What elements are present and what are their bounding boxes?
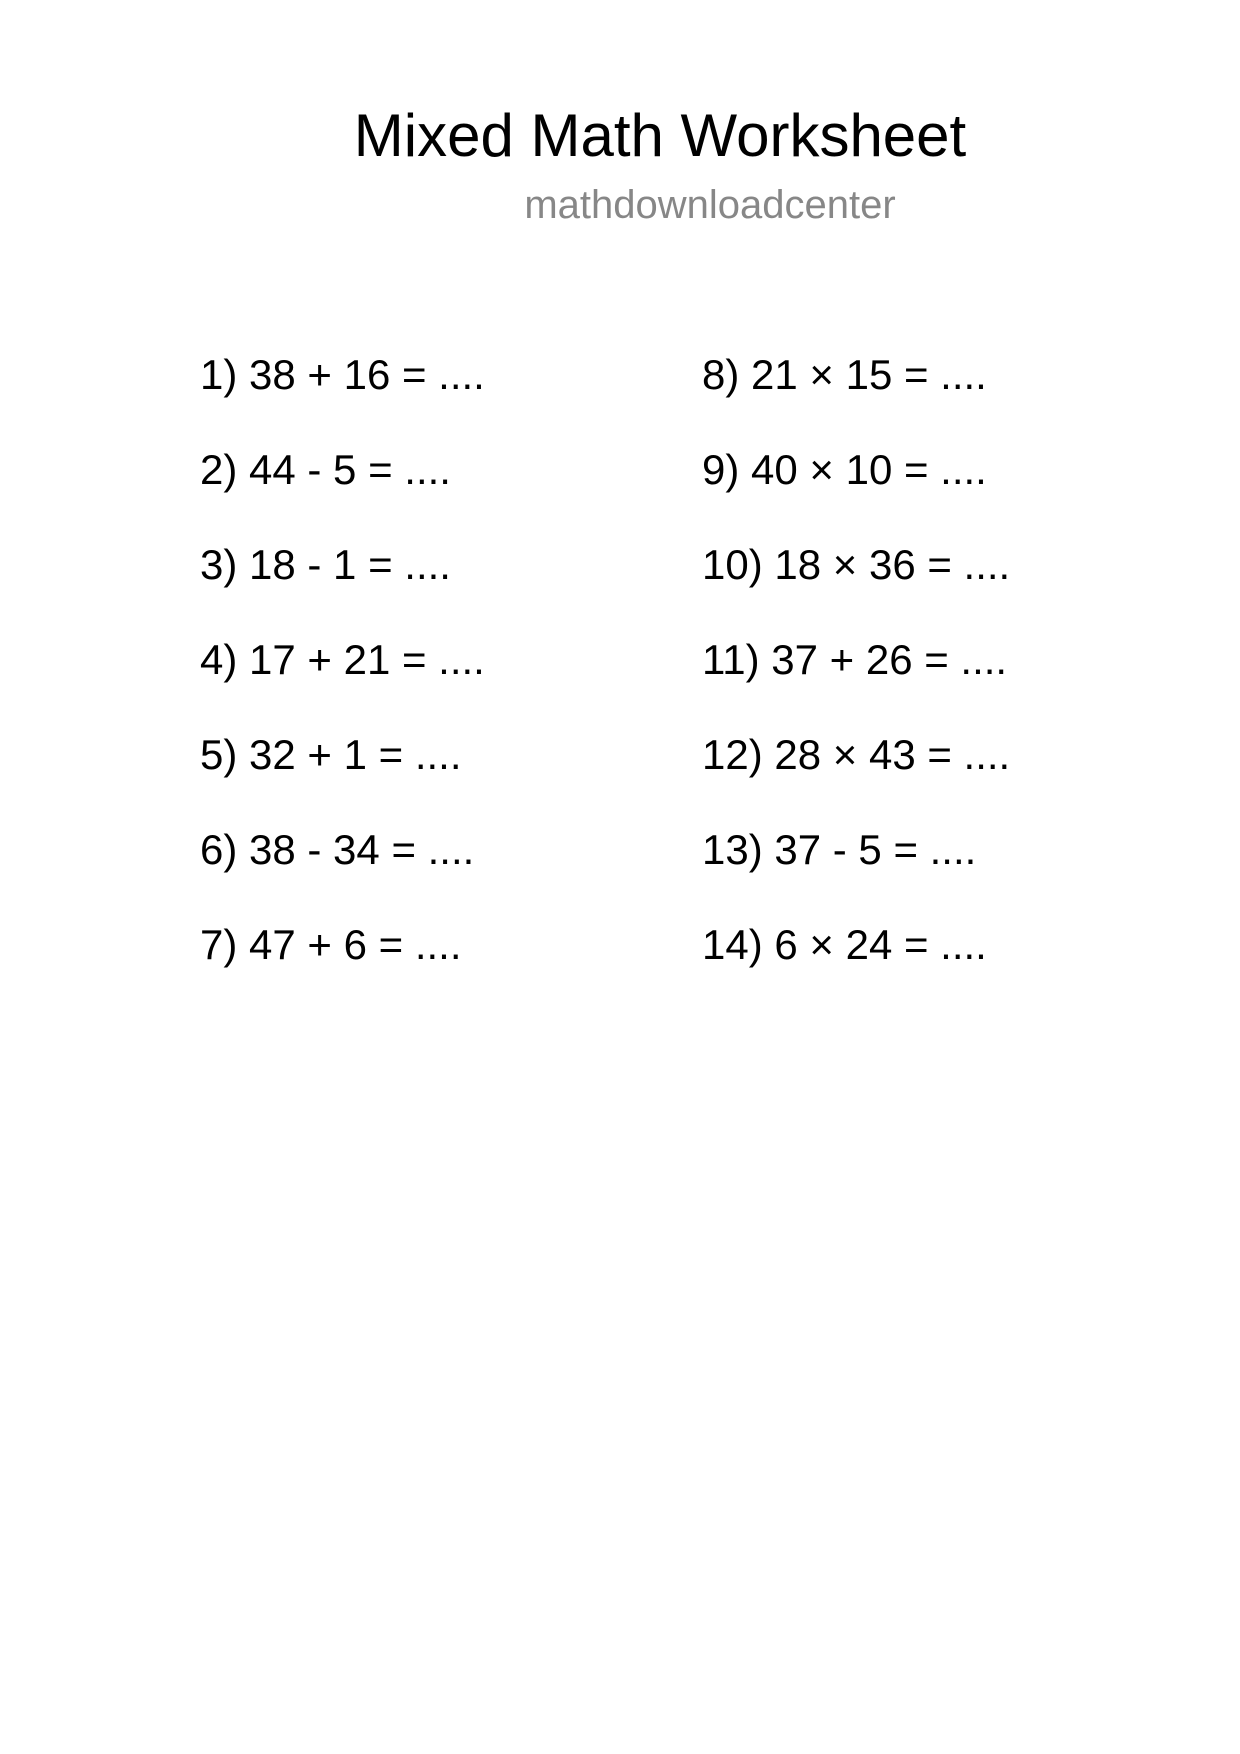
problem-1: 1) 38 + 16 = ....	[200, 351, 485, 398]
problem-10: 10) 18 × 36 = ....	[702, 541, 1011, 588]
page-subtitle: mathdownloadcenter	[524, 183, 896, 227]
problem-9: 9) 40 × 10 = ....	[702, 446, 987, 493]
problem-12: 12) 28 × 43 = ....	[702, 731, 1011, 778]
problem-list-right	[702, 345, 1010, 1010]
problem-13: 13) 37 - 5 = ....	[702, 826, 977, 873]
problem-2: 2) 44 - 5 = ....	[200, 446, 451, 493]
problem-4: 4) 17 + 21 = ....	[200, 636, 485, 683]
problem-8: 8) 21 × 15 = ....	[702, 351, 987, 398]
problem-5: 5) 32 + 1 = ....	[200, 731, 462, 778]
problem-7: 7) 47 + 6 = ....	[200, 921, 462, 968]
problem-6: 6) 38 - 34 = ....	[200, 826, 475, 873]
problem-14: 14) 6 × 24 = ....	[702, 921, 987, 968]
problem-3: 3) 18 - 1 = ....	[200, 541, 451, 588]
problem-11: 11) 37 + 26 = ....	[702, 636, 1008, 683]
problem-list-left	[200, 345, 485, 1010]
page-title: Mixed Math Worksheet	[353, 102, 967, 169]
